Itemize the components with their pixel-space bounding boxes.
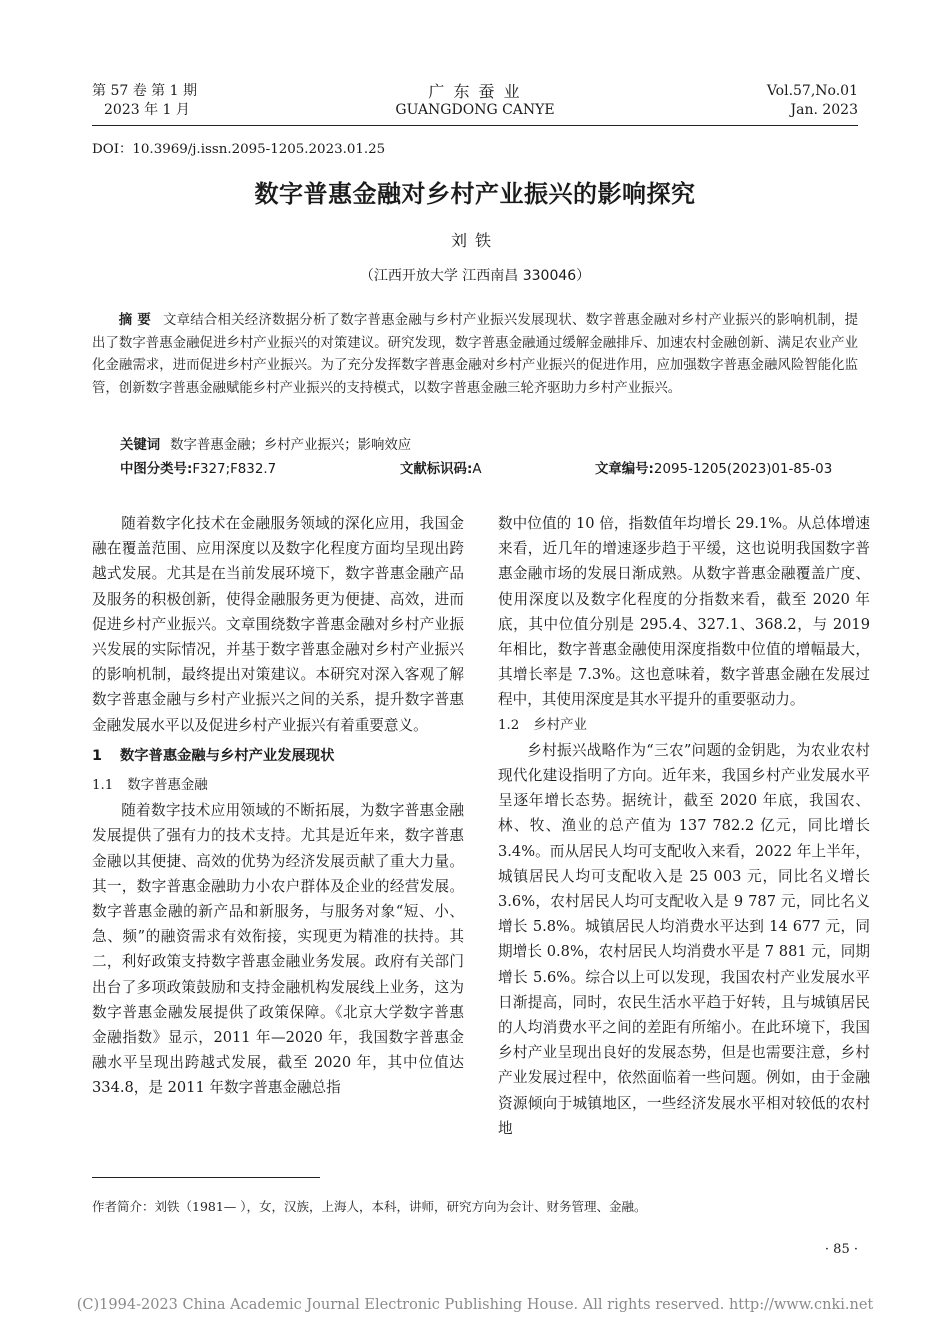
paragraph-1-2: 乡村振兴战略作为“三农”问题的金钥匙，为农业农村现代化建设指明了方向。近年来，我国乡村产业发展水平呈逐年增长态势。据统计，截至 2020 年底，我国农、林、牧、渔业的总产值为 137 782.2 亿元，同比增长 3.4%。而从居民人均可支配收入来看，2022 年上半年，城镇居民人均可支配收入是 25 003 元，同比名义增长 3.6%，农村居民人均可支配收入是 9 787 元，同比名义增长 5.8%。城镇居民人均消费水平达到 14 677 元，同期增长 0.8%，农村居民人均消费水平是 7 881 元，同期增长 5.6%。综合以上可以发现，我国农村产业发展水平日渐提高，同时，农民生活水平趋于好转，且与城镇居民的人均消费水平之间的差距有所缩小。在此环境下，我国乡村产业呈现出良好的发展态势，但是也需要注意，乡村产业发展过程中，依然面临着一些问题。例如，由于金融资源倾向于城镇地区，一些经济发展水平相对较低的农村地 (498, 741, 870, 1137)
paragraph-1-1: 随着数字技术应用领域的不断拓展，为数字普惠金融发展提供了强有力的技术支持。尤其是近年来，数字普惠金融以其便捷、高效的优势为经济发展贡献了重大力量。其一，数字普惠金融助力小农户群体及企业的经营发展。数字普惠金融的新产品和新服务，与服务对象“短、小、急、频”的融资需求有效衔接，实现更为精准的扶持。其二，利好政策支持数字普惠金融业务发展。政府有关部门出台了多项政策鼓励和支持金融机构发展线上业务，这为数字普惠金融发展提供了政策保障。《北京大学数字普惠金融指数》显示，2011 年—2020 年，我国数字普惠金融水平呈现出跨越式发展，截至 2020 年，其中位值达 334.8，是 2011 年数字普惠金融总指 (92, 802, 464, 1097)
section-heading-1 (92, 744, 464, 769)
journal-name-cn: 广 东 蚕 业 (428, 82, 522, 101)
article-number-label: 文章编号: (595, 462, 654, 477)
clc-label: 中图分类号: (120, 462, 193, 477)
header-rule (92, 125, 858, 126)
author: 刘铁 (450, 231, 499, 250)
subsection-heading-1-1 (92, 773, 464, 798)
article-number (595, 458, 832, 477)
subsection-title: 乡村产业 (533, 717, 587, 733)
body-left-column (92, 511, 464, 1101)
intro-paragraph: 随着数字化技术在金融服务领域的深化应用，我国金融在覆盖范围、应用深度以及数字化程度方面均呈现出跨越式发展。尤其是在当前发展环境下，数字普惠金融产品及服务的积极创新，使得金融服务更为便捷、高效，进而促进乡村产业振兴。文章围绕数字普惠金融对乡村产业振兴发展的实际情况，并基于数字普惠金融对乡村产业振兴的影响机制，最终提出对策建议。本研究对深入客观了解数字普惠金融与乡村产业振兴之间的关系，提升数字普惠金融发展水平以及促进乡村产业振兴有着重要意义。 (92, 515, 464, 734)
doc-code-label: 文献标识码: (400, 462, 473, 477)
paragraph-1-1-cont: 数中位值的 10 倍，指数值年均增长 29.1%。从总体增速来看，近几年的增速逐步趋于平缓，这也说明我国数字普惠金融市场的发展日渐成熟。从数字普惠金融覆盖广度、使用深度以及数字化程度的分指数来看，截至 2020 年底，其中位值分别是 295.4、327.1、368.2，与 2019 年相比，数字普惠金融使用深度指数中位值的增幅最大，其增长率是 7.3%。这也意味着，数字普惠金融在发展过程中，其使用深度是其水平提升的重要驱动力。 (498, 515, 870, 709)
page-number: · 85 · (824, 1242, 858, 1257)
copyright-line: (C)1994-2023 China Academic Journal Electronic Publishing House. All rights reserved. http://www.cnki.net (76, 1297, 874, 1313)
doc-code-value: A (472, 462, 482, 477)
clc-value: F327;F832.7 (192, 462, 277, 477)
clc-number (120, 458, 276, 477)
header-right-line2: Jan. 2023 (790, 102, 858, 118)
keywords (120, 434, 411, 453)
doc-code (400, 458, 481, 477)
author-footnote: 作者简介：刘铁（1981— ），女，汉族，上海人，本科，讲师，研究方向为会计、财务管理、金融。 (92, 1199, 647, 1214)
keywords-label: 关键词 (120, 438, 161, 453)
subsection-heading-1-2 (498, 713, 870, 738)
footnote-rule (92, 1177, 320, 1178)
abstract-text: 文章结合相关经济数据分析了数字普惠金融与乡村产业振兴发展现状、数字普惠金融对乡村产业振兴的影响机制，提出了数字普惠金融促进乡村产业振兴的对策建议。研究发现，数字普惠金融通过缓解金融排斥、加速农村金融创新、满足农业产业化金融需求，进而促进乡村产业振兴。为了充分发挥数字普惠金融对乡村产业振兴的促进作用，应加强数字普惠金融风险智能化监管，创新数字普惠金融赋能乡村产业振兴的支持模式，以数字普惠金融三轮齐驱助力乡村产业振兴。 (92, 313, 858, 396)
header-left-line1: 第 57 卷 第 1 期 (92, 83, 197, 99)
section-title: 数字普惠金融与乡村产业发展现状 (119, 747, 335, 764)
article-number-value: 2095-1205(2023)01-85-03 (653, 462, 833, 477)
subsection-number: 1.1 (92, 778, 114, 794)
subsection-number: 1.2 (498, 717, 520, 733)
header-left-line2: 2023 年 1 月 (104, 102, 190, 118)
subsection-title: 数字普惠金融 (127, 778, 208, 794)
doi: DOI：10.3969/j.issn.2095-1205.2023.01.25 (92, 142, 386, 157)
keywords-text: 数字普惠金融；乡村产业振兴；影响效应 (170, 438, 412, 453)
body-right-column (498, 511, 870, 1141)
journal-name-en: GUANGDONG CANYE (395, 102, 555, 118)
journal-vol-en (767, 82, 858, 120)
section-number: 1 (92, 747, 102, 764)
header-right-line1: Vol.57,No.01 (766, 83, 858, 99)
abstract (92, 310, 858, 400)
page-title: 数字普惠金融对乡村产业振兴的影响探究 (254, 180, 696, 208)
affiliation: （江西开放大学 江西南昌 330046） (359, 268, 591, 284)
abstract-label: 摘 要 (118, 313, 151, 328)
